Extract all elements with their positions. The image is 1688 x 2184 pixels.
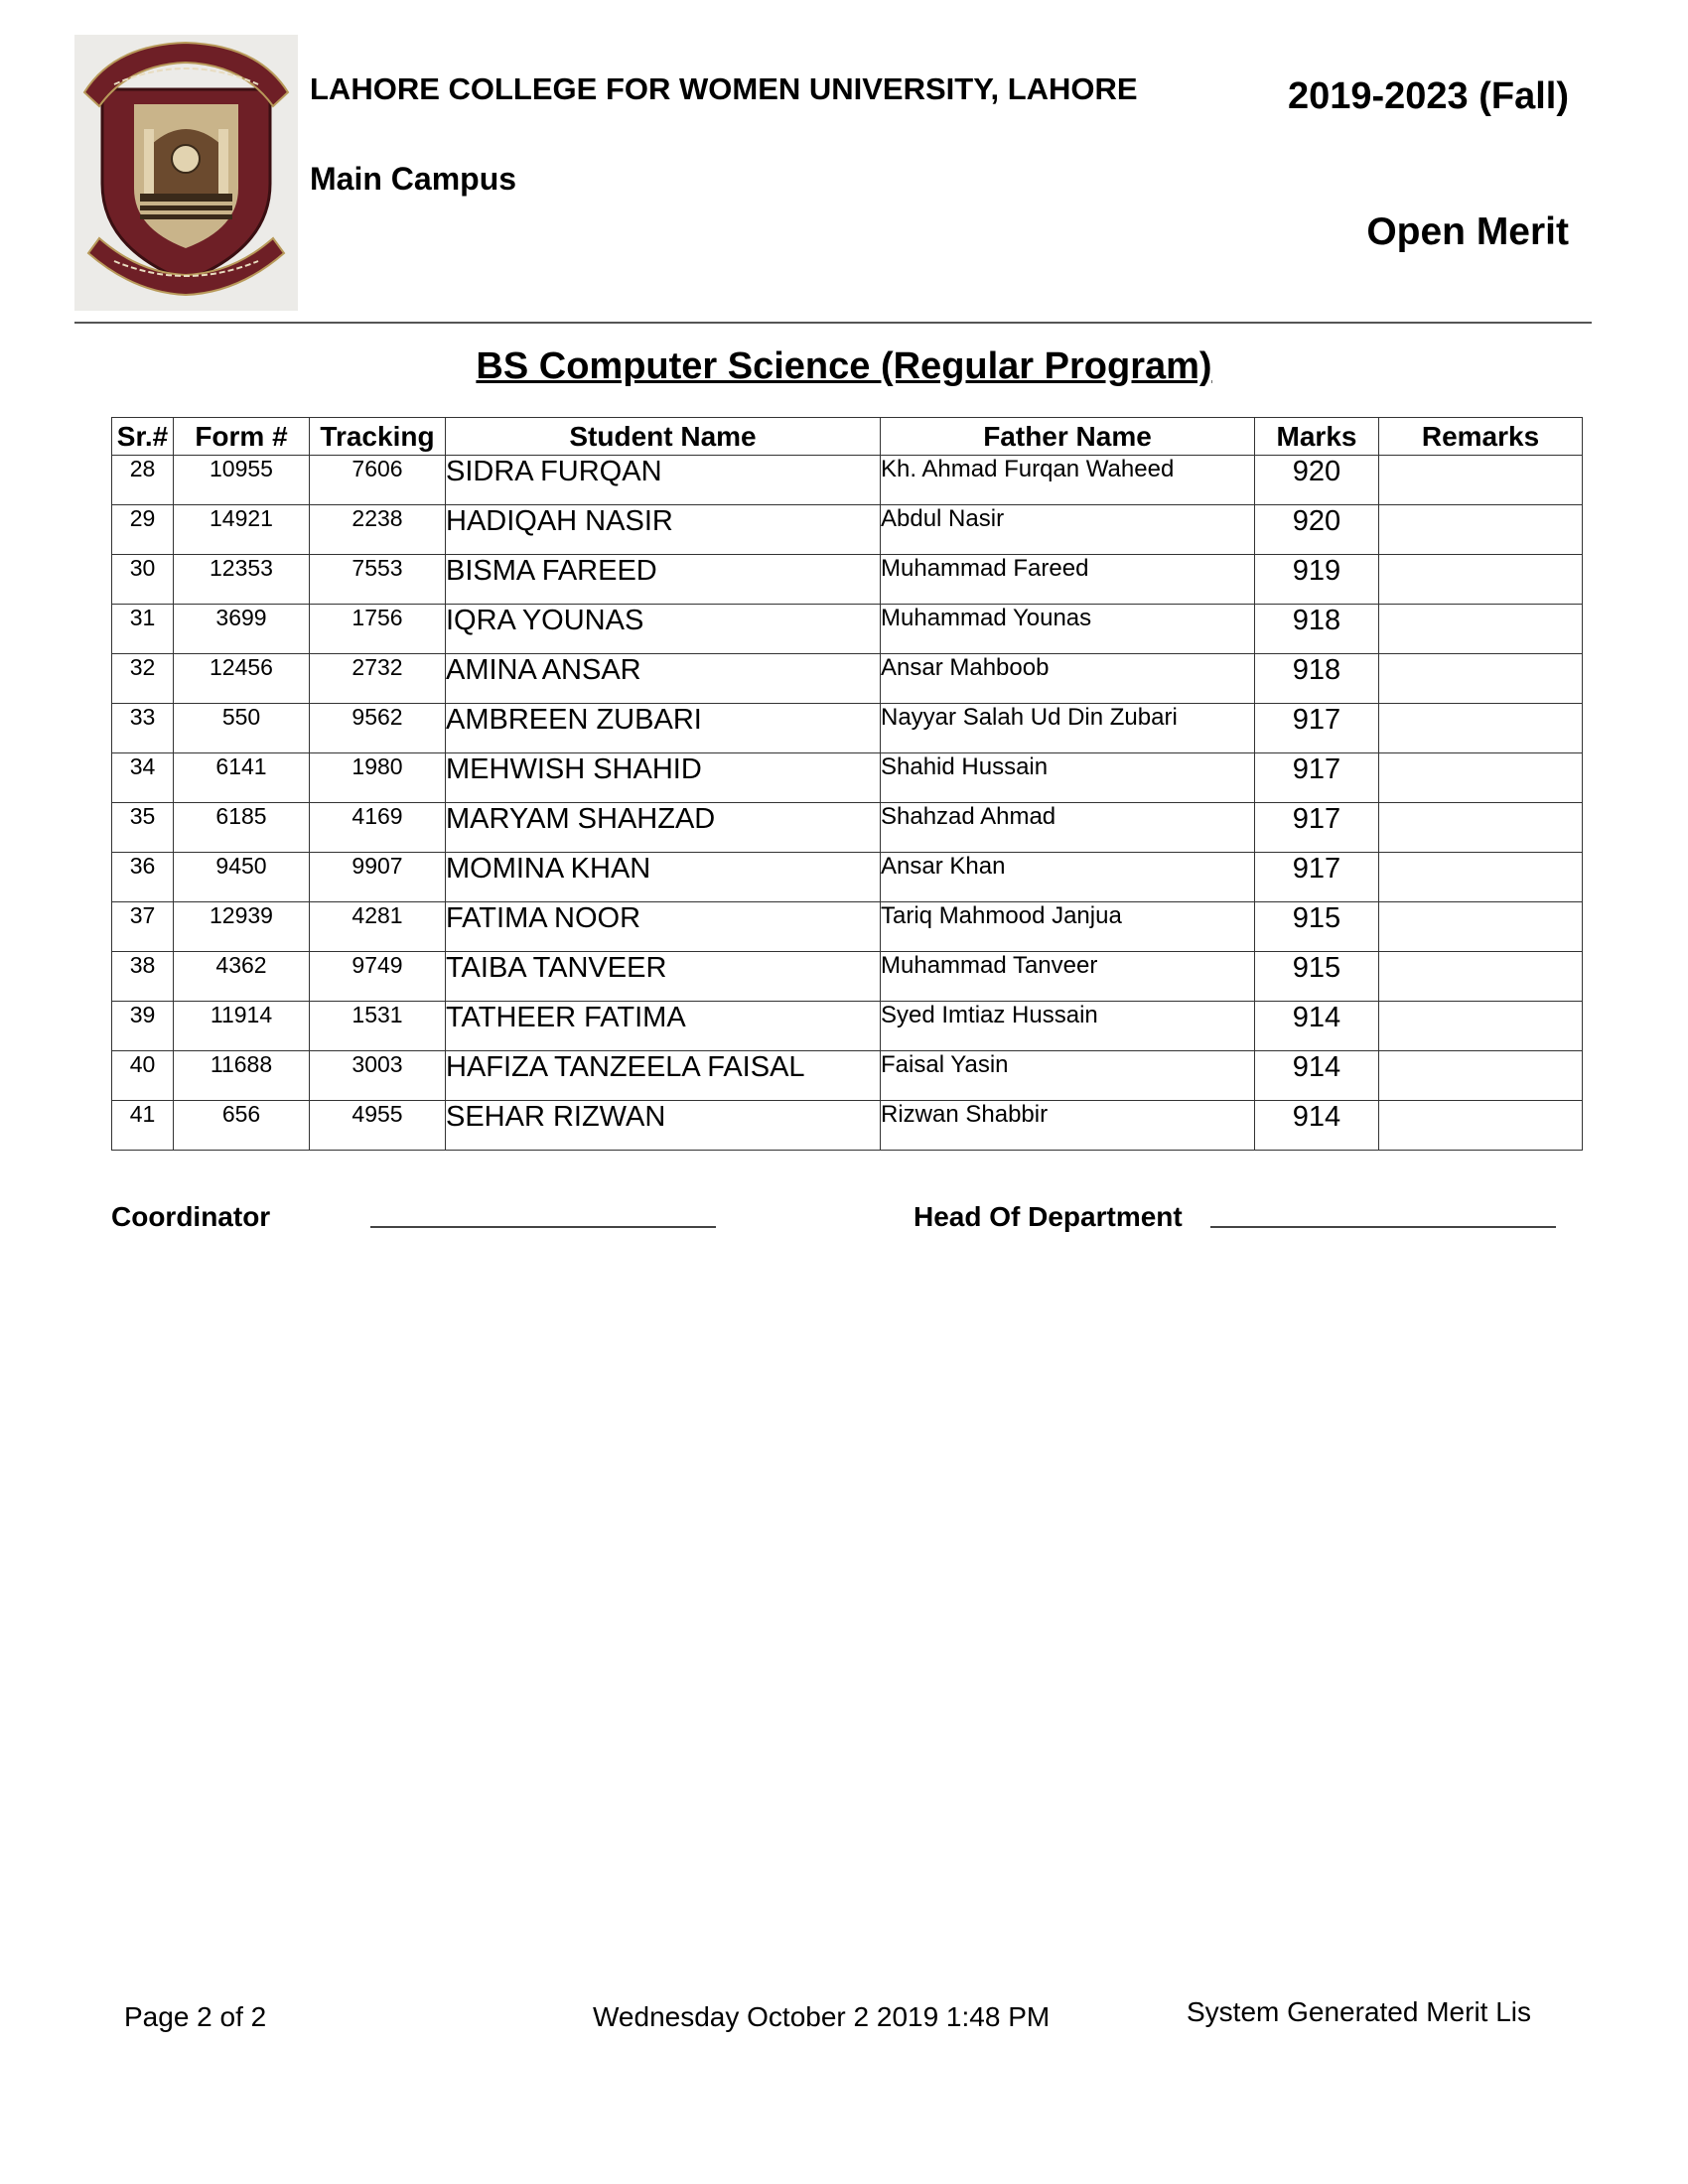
cell-father-name: Muhammad Fareed — [881, 555, 1255, 605]
cell-tracking: 1980 — [310, 753, 446, 803]
cell-remarks — [1379, 803, 1583, 853]
column-header-marks: Marks — [1255, 418, 1379, 456]
session-label: 2019-2023 (Fall) — [1287, 75, 1569, 117]
cell-form: 656 — [174, 1101, 310, 1151]
cell-marks: 919 — [1255, 555, 1379, 605]
merit-list-table — [111, 417, 1583, 1151]
university-name: LAHORE COLLEGE FOR WOMEN UNIVERSITY, LAHORE — [310, 71, 1138, 106]
table-row — [112, 1002, 1583, 1051]
cell-form: 3699 — [174, 605, 310, 654]
cell-student-name: TAIBA TANVEER — [446, 952, 881, 1002]
cell-tracking: 9562 — [310, 704, 446, 753]
page-number: Page 2 of 2 — [124, 2001, 267, 2032]
coordinator-label: Coordinator — [111, 1201, 271, 1232]
cell-form: 9450 — [174, 853, 310, 902]
cell-student-name: BISMA FAREED — [446, 555, 881, 605]
cell-remarks — [1379, 1051, 1583, 1101]
cell-student-name: MOMINA KHAN — [446, 853, 881, 902]
column-header-form: Form # — [174, 418, 310, 456]
cell-student-name: HADIQAH NASIR — [446, 505, 881, 555]
hod-signature-line — [1210, 1226, 1556, 1228]
cell-form: 550 — [174, 704, 310, 753]
cell-father-name: Nayyar Salah Ud Din Zubari — [881, 704, 1255, 753]
cell-father-name: Ansar Khan — [881, 853, 1255, 902]
cell-remarks — [1379, 1002, 1583, 1051]
table-row — [112, 654, 1583, 704]
cell-marks: 914 — [1255, 1101, 1379, 1151]
program-title: BS Computer Science (Regular Program) — [476, 345, 1212, 387]
cell-tracking: 9749 — [310, 952, 446, 1002]
table-row — [112, 1051, 1583, 1101]
cell-form: 12456 — [174, 654, 310, 704]
cell-father-name: Shahzad Ahmad — [881, 803, 1255, 853]
cell-tracking: 1531 — [310, 1002, 446, 1051]
cell-sr: 35 — [112, 803, 174, 853]
hod-label: Head Of Department — [914, 1201, 1183, 1232]
cell-sr: 38 — [112, 952, 174, 1002]
table-row — [112, 803, 1583, 853]
cell-tracking: 7553 — [310, 555, 446, 605]
table-header-row — [112, 418, 1583, 456]
cell-father-name: Muhammad Tanveer — [881, 952, 1255, 1002]
cell-student-name: HAFIZA TANZEELA FAISAL — [446, 1051, 881, 1101]
cell-marks: 917 — [1255, 704, 1379, 753]
cell-student-name: AMINA ANSAR — [446, 654, 881, 704]
column-header-sr: Sr.# — [112, 418, 174, 456]
cell-form: 6141 — [174, 753, 310, 803]
cell-form: 10955 — [174, 456, 310, 505]
cell-remarks — [1379, 456, 1583, 505]
table-row — [112, 456, 1583, 505]
column-header-student-name: Student Name — [446, 418, 881, 456]
cell-form: 4362 — [174, 952, 310, 1002]
cell-marks: 917 — [1255, 853, 1379, 902]
cell-tracking: 4955 — [310, 1101, 446, 1151]
cell-father-name: Kh. Ahmad Furqan Waheed — [881, 456, 1255, 505]
cell-sr: 39 — [112, 1002, 174, 1051]
cell-tracking: 4169 — [310, 803, 446, 853]
cell-tracking: 3003 — [310, 1051, 446, 1101]
cell-remarks — [1379, 753, 1583, 803]
header-divider — [74, 322, 1592, 324]
cell-father-name: Abdul Nasir — [881, 505, 1255, 555]
university-crest-icon — [74, 35, 298, 311]
campus-name: Main Campus — [310, 161, 517, 197]
cell-remarks — [1379, 902, 1583, 952]
table-row — [112, 555, 1583, 605]
cell-father-name: Ansar Mahboob — [881, 654, 1255, 704]
table-row — [112, 505, 1583, 555]
table-row — [112, 605, 1583, 654]
table-row — [112, 753, 1583, 803]
cell-form: 6185 — [174, 803, 310, 853]
cell-sr: 36 — [112, 853, 174, 902]
cell-form: 11914 — [174, 1002, 310, 1051]
cell-father-name: Muhammad Younas — [881, 605, 1255, 654]
cell-tracking: 7606 — [310, 456, 446, 505]
cell-remarks — [1379, 1101, 1583, 1151]
cell-remarks — [1379, 505, 1583, 555]
cell-sr: 40 — [112, 1051, 174, 1101]
generated-datetime: Wednesday October 2 2019 1:48 PM — [593, 2001, 1051, 2032]
cell-remarks — [1379, 605, 1583, 654]
cell-remarks — [1379, 654, 1583, 704]
cell-form: 12353 — [174, 555, 310, 605]
cell-sr: 32 — [112, 654, 174, 704]
cell-father-name: Faisal Yasin — [881, 1051, 1255, 1101]
merit-type-label: Open Merit — [1366, 210, 1569, 253]
cell-father-name: Tariq Mahmood Janjua — [881, 902, 1255, 952]
cell-marks: 915 — [1255, 902, 1379, 952]
cell-student-name: SIDRA FURQAN — [446, 456, 881, 505]
cell-sr: 29 — [112, 505, 174, 555]
cell-remarks — [1379, 853, 1583, 902]
cell-student-name: AMBREEN ZUBARI — [446, 704, 881, 753]
cell-form: 14921 — [174, 505, 310, 555]
cell-tracking: 4281 — [310, 902, 446, 952]
cell-student-name: IQRA YOUNAS — [446, 605, 881, 654]
cell-father-name: Rizwan Shabbir — [881, 1101, 1255, 1151]
cell-sr: 37 — [112, 902, 174, 952]
cell-sr: 34 — [112, 753, 174, 803]
cell-marks: 920 — [1255, 456, 1379, 505]
cell-tracking: 9907 — [310, 853, 446, 902]
system-generated-note: System Generated Merit Lis — [1187, 1996, 1532, 2027]
cell-sr: 28 — [112, 456, 174, 505]
cell-father-name: Shahid Hussain — [881, 753, 1255, 803]
cell-marks: 914 — [1255, 1051, 1379, 1101]
table-row — [112, 704, 1583, 753]
cell-remarks — [1379, 555, 1583, 605]
cell-sr: 30 — [112, 555, 174, 605]
table-row — [112, 1101, 1583, 1151]
cell-student-name: TATHEER FATIMA — [446, 1002, 881, 1051]
cell-sr: 41 — [112, 1101, 174, 1151]
cell-tracking: 2732 — [310, 654, 446, 704]
table-row — [112, 952, 1583, 1002]
cell-student-name: SEHAR RIZWAN — [446, 1101, 881, 1151]
cell-remarks — [1379, 704, 1583, 753]
cell-remarks — [1379, 952, 1583, 1002]
cell-marks: 918 — [1255, 605, 1379, 654]
cell-student-name: MEHWISH SHAHID — [446, 753, 881, 803]
cell-marks: 917 — [1255, 803, 1379, 853]
cell-sr: 31 — [112, 605, 174, 654]
cell-tracking: 2238 — [310, 505, 446, 555]
cell-marks: 915 — [1255, 952, 1379, 1002]
coordinator-signature-line — [370, 1226, 716, 1228]
column-header-remarks: Remarks — [1379, 418, 1583, 456]
cell-form: 12939 — [174, 902, 310, 952]
cell-tracking: 1756 — [310, 605, 446, 654]
table-row — [112, 853, 1583, 902]
cell-father-name: Syed Imtiaz Hussain — [881, 1002, 1255, 1051]
column-header-tracking: Tracking — [310, 418, 446, 456]
cell-sr: 33 — [112, 704, 174, 753]
cell-marks: 914 — [1255, 1002, 1379, 1051]
cell-marks: 920 — [1255, 505, 1379, 555]
cell-student-name: FATIMA NOOR — [446, 902, 881, 952]
cell-marks: 917 — [1255, 753, 1379, 803]
cell-student-name: MARYAM SHAHZAD — [446, 803, 881, 853]
table-row — [112, 902, 1583, 952]
cell-marks: 918 — [1255, 654, 1379, 704]
column-header-father-name: Father Name — [881, 418, 1255, 456]
cell-form: 11688 — [174, 1051, 310, 1101]
